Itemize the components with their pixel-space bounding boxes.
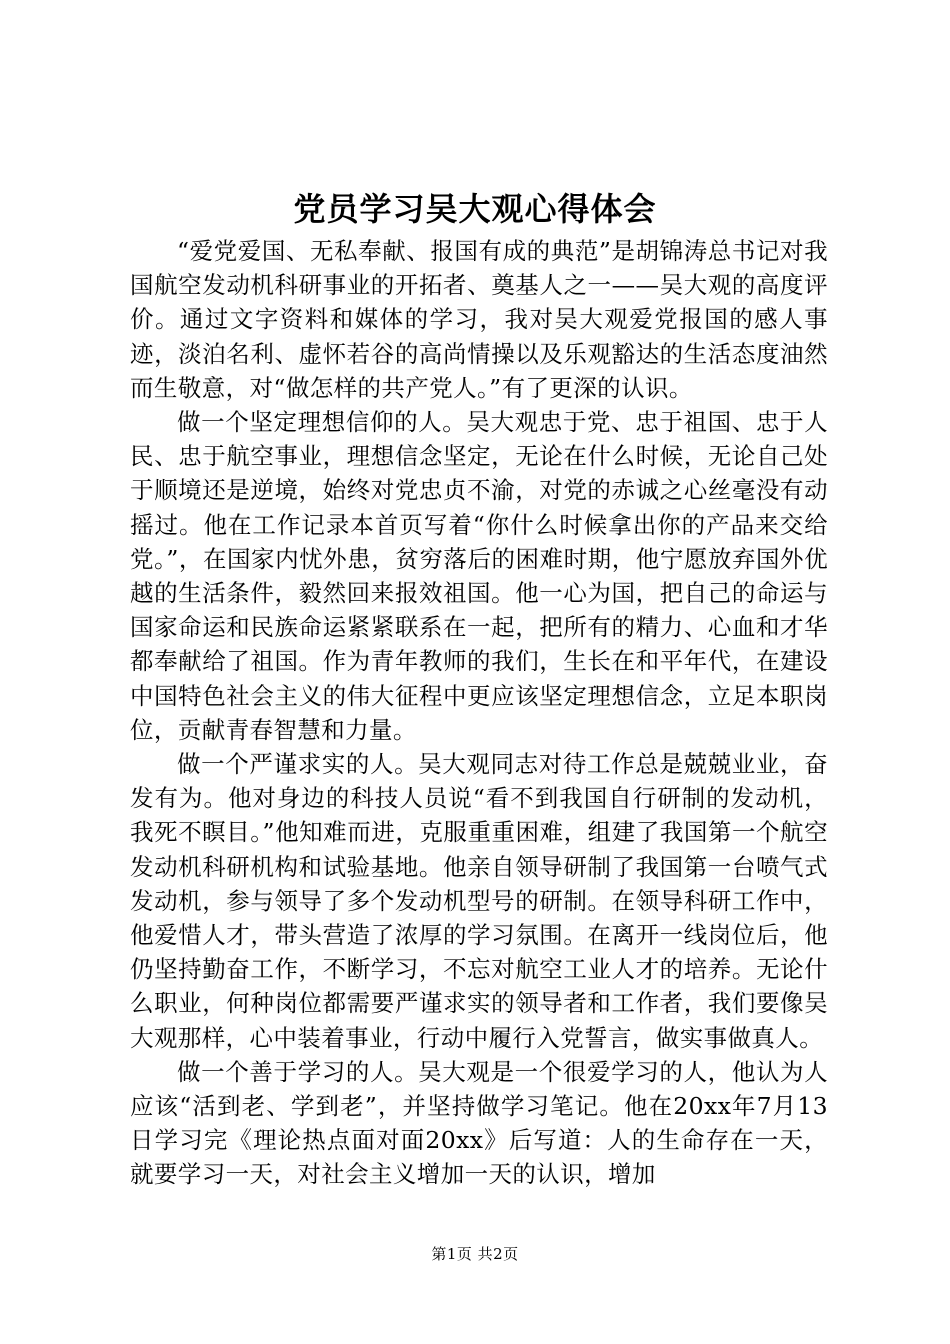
paragraph-rigorous: 做一个严谨求实的人。吴大观同志对待工作总是兢兢业业，奋发有为。他对身边的科技人员说“看不到我国自行研制的发动机，我死不瞑目。”他知难而进，克服重重困难，组建了我国第一个航空发动机科研机构和试验基地。他亲自领导研制了我国第一台喷气式发动机，参与领导了多个发动机型号的研制。在领导科研工作中，他爱惜人才，带头营造了浓厚的学习氛围。在离开一线岗位后，他仍坚持勤奋工作，不断学习，不忘对航空工业人才的培养。无论什么职业，何种岗位都需要严谨求实的领导者和工作者，我们要像吴大观那样，心中装着事业，行动中履行入党誓言，做实事做真人。 <box>130 750 828 1052</box>
document-title: 党员学习吴大观心得体会 <box>293 190 657 228</box>
document-body <box>130 234 828 1192</box>
paragraph-intro: “爱党爱国、无私奉献、报国有成的典范”是胡锦涛总书记对我国航空发动机科研事业的开拓者、奠基人之一——吴大观的高度评价。通过文字资料和媒体的学习，我对吴大观爱党报国的感人事迹，淡泊名利、虚怀若谷的高尚情操以及乐观豁达的生活态度油然而生敬意，对“做怎样的共产党人。”有了更深的认识。 <box>130 237 828 402</box>
paragraph-ideal-belief: 做一个坚定理想信仰的人。吴大观忠于党、忠于祖国、忠于人民、忠于航空事业，理想信念坚定，无论在什么时候，无论自己处于顺境还是逆境，始终对党忠贞不渝，对党的赤诚之心丝毫没有动摇过。他在工作记录本首页写着“你什么时候拿出你的产品来交给党。”，在国家内忧外患，贫穷落后的困难时期，他宁愿放弃国外优越的生活条件，毅然回来报效祖国。他一心为国，把自己的命运与国家命运和民族命运紧紧联系在一起，把所有的精力、心血和才华都奉献给了祖国。作为青年教师的我们，生长在和平年代，在建设中国特色社会主义的伟大征程中更应该坚定理想信念，立足本职岗位，贡献青春智慧和力量。 <box>130 408 828 744</box>
page-footer: 第1页 共2页 <box>431 1245 519 1263</box>
paragraph-learning: 做一个善于学习的人。吴大观是一个很爱学习的人，他认为人应该“活到老、学到老”，并坚持做学习笔记。他在20xx年7月13日学习完《理论热点面对面20xx》后写道：人的生命存在一天，就要学习一天，对社会主义增加一天的认识，增加 <box>130 1057 828 1189</box>
